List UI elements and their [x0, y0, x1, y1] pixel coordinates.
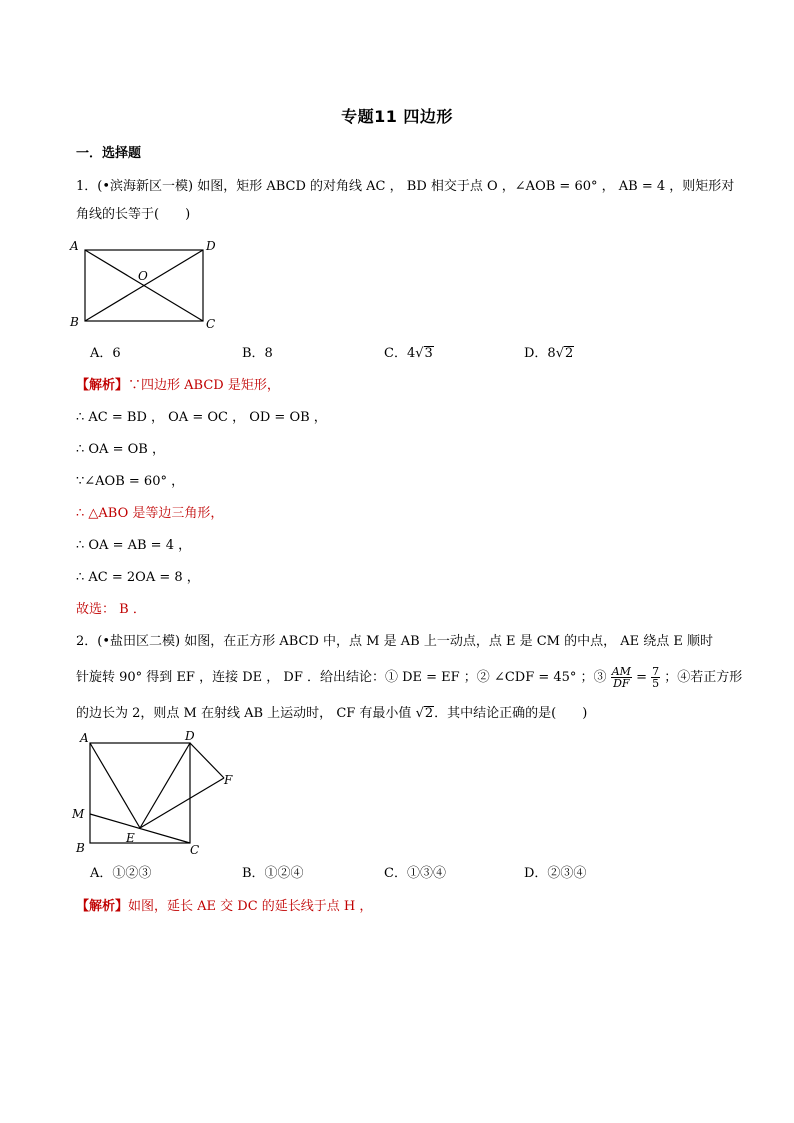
q2-stem-line2: [76, 665, 743, 690]
q2-segment-ae: [90, 743, 140, 828]
q2-square-figure: [66, 728, 246, 860]
q2-stem-line3-radicand: 2: [424, 706, 434, 721]
q2-segment-ef: [140, 778, 224, 828]
q2-solution-line1: [76, 897, 726, 917]
q2-label-a: A: [80, 731, 89, 745]
q1-label-a: A: [70, 239, 79, 253]
q1-option-a: A．6: [90, 346, 121, 361]
q2-option-d: D．②③④: [524, 866, 587, 881]
q1-label-c: C: [206, 317, 216, 331]
q2-segment-df: [190, 743, 224, 778]
q1-solution-step7: ∴ AC = 2OA = 8 ，: [76, 570, 200, 585]
q1-solution-step5: ∴ △ABO 是等边三角形，: [76, 506, 224, 521]
q1-solution-line1: [76, 376, 726, 396]
q1-option-b: B．8: [242, 346, 273, 361]
q2-frac1-den: DF: [613, 677, 630, 690]
q1-solution-step2: ∴ AC = BD ， OA = OC ， OD = OB ，: [76, 410, 327, 425]
sqrt-sign: √: [555, 346, 564, 361]
q1-solution-step6: ∴ OA = AB = 4 ，: [76, 538, 192, 553]
q1-label-d: D: [206, 239, 216, 253]
q2-fraction-am-df: [611, 666, 632, 689]
q1-option-d-radicand: 2: [565, 346, 574, 361]
q2-option-a: A．①②③: [90, 866, 152, 881]
q1-option-c-radicand: 3: [424, 346, 433, 361]
q2-option-c: C．①③④: [384, 866, 446, 881]
q2-label-m: M: [72, 807, 85, 821]
q2-stem-line3-a: 的边长为 2，则点 M 在射线 AB 上运动时， CF 有最小值: [76, 706, 412, 721]
q2-label-f: F: [224, 773, 233, 787]
q1-stem-line2: 角线的长等于( ): [76, 207, 191, 222]
q2-fraction-7-5: [651, 666, 660, 689]
q2-frac1-num: AM: [611, 665, 631, 678]
q2-stem-line2-b: ；④若正方形: [664, 670, 743, 685]
q1-solution-step4: ∵∠AOB = 60° ，: [76, 474, 185, 489]
section-heading: 一．选择题: [76, 146, 142, 161]
q2-segment-mc: [90, 814, 190, 843]
q1-label-o: O: [138, 269, 148, 283]
q1-option-d: [524, 344, 574, 364]
q1-solution-step8: 故选： B ．: [76, 602, 146, 617]
q2-stem-line1: 2．(•盐田区二模) 如图，在正方形 ABCD 中，点 M 是 AB 上一动点，点 E 是 CM 的中点， AE 绕点 E 顺时: [76, 634, 713, 649]
q2-stem-line2-a: 针旋转 90° 得到 EF ，连接 DE ， DF ．给出结论：① DE = EF ；② ∠CDF = 45° ；③: [76, 670, 607, 685]
q1-option-d-prefix: D．8: [524, 346, 556, 361]
q1-stem-line1: 1．(•滨海新区一模) 如图，矩形 ABCD 的对角线 AC ， BD 相交于点 O ，∠AOB = 60° ， AB = 4 ，则矩形对: [76, 179, 735, 194]
q2-solution-step1: 如图，延长 AE 交 DC 的延长线于点 H ，: [128, 899, 373, 914]
q1-option-c: [384, 344, 434, 364]
q1-solution-tag: 【解析】: [76, 378, 129, 393]
q2-label-d: D: [185, 729, 195, 743]
sqrt-sign: √: [415, 706, 424, 721]
q2-label-c: C: [190, 843, 200, 857]
q2-stem-line3-b: ．其中结论正确的是( ): [434, 706, 588, 721]
q2-frac2-num: 7: [652, 665, 660, 678]
q1-option-c-prefix: C．4: [384, 346, 416, 361]
q2-solution-tag: 【解析】: [76, 899, 129, 914]
q1-rectangle-figure: [66, 236, 226, 332]
q2-label-b: B: [76, 841, 85, 855]
q1-solution-step1: ∵四边形 ABCD 是矩形，: [128, 378, 280, 393]
q2-option-b: B．①②④: [242, 866, 304, 881]
q1-label-b: B: [70, 315, 79, 329]
q2-frac2-den: 5: [652, 677, 660, 690]
page-title: 专题11 四边形: [341, 107, 453, 126]
sqrt-sign: √: [415, 346, 424, 361]
q2-stem-line3: [76, 704, 726, 724]
q2-label-e: E: [126, 831, 135, 845]
q2-equals: =: [636, 670, 647, 685]
q1-solution-step3: ∴ OA = OB ，: [76, 442, 165, 457]
q2-segment-de: [140, 743, 190, 828]
